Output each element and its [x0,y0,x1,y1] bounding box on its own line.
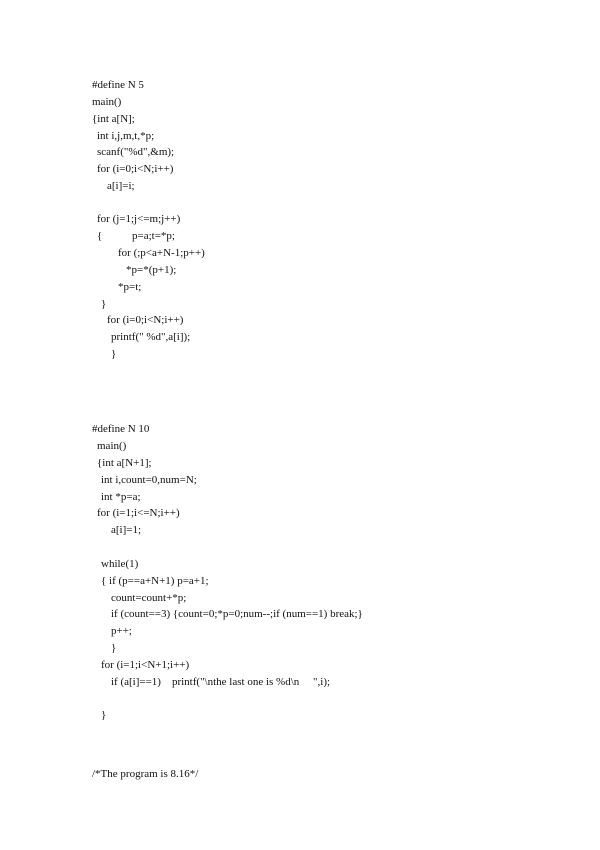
code-line: } [111,642,117,654]
code-line: p=a;t=*p; [132,230,175,242]
code-line: { [97,230,103,242]
code-line: for (j=1;j<=m;j++) [97,213,181,225]
code-line: } [101,298,107,310]
code-line: a[i]=i; [107,180,135,192]
code-line: } [111,348,117,360]
code-line: for (;p<a+N-1;p++) [118,247,205,259]
code-line: *p=t; [118,281,142,293]
code-line: p++; [111,625,132,637]
code-line: for (i=0;i<N;i++) [97,163,174,175]
code-line: while(1) [101,558,139,570]
code-line: int i,j,m,t,*p; [97,130,155,142]
code-line: main() [97,440,127,452]
code-line: int i,count=0,num=N; [101,474,197,486]
code-line: scanf("%d",&m); [97,146,175,158]
code-line: a[i]=1; [111,524,142,536]
code-line: for (i=0;i<N;i++) [107,314,184,326]
code-line: { if (p==a+N+1) p=a+1; [101,575,209,587]
program-comment: /*The program is 8.16*/ [92,768,199,780]
code-line: #define N 10 [92,423,150,435]
code-line: int *p=a; [101,491,141,503]
code-line: printf(" %d",a[i]); [111,331,191,343]
code-line: } [101,709,107,721]
code-line: *p=*(p+1); [126,264,177,276]
code-line: for (i=1;i<N+1;i++) [101,659,190,671]
code-line: if (count==3) {count=0;*p=0;num--;if (num==1) break;} [111,608,363,620]
code-line: for (i=1;i<=N;i++) [97,507,180,519]
code-line: count=count+*p; [111,592,187,604]
code-line: main() [92,96,122,108]
code-line: {int a[N]; [92,113,135,125]
code-line: #define N 5 [92,79,144,91]
code-line: if (a[i]==1) printf("\nthe last one is %d\n ",i); [111,676,331,688]
code-line: {int a[N+1]; [97,457,152,469]
